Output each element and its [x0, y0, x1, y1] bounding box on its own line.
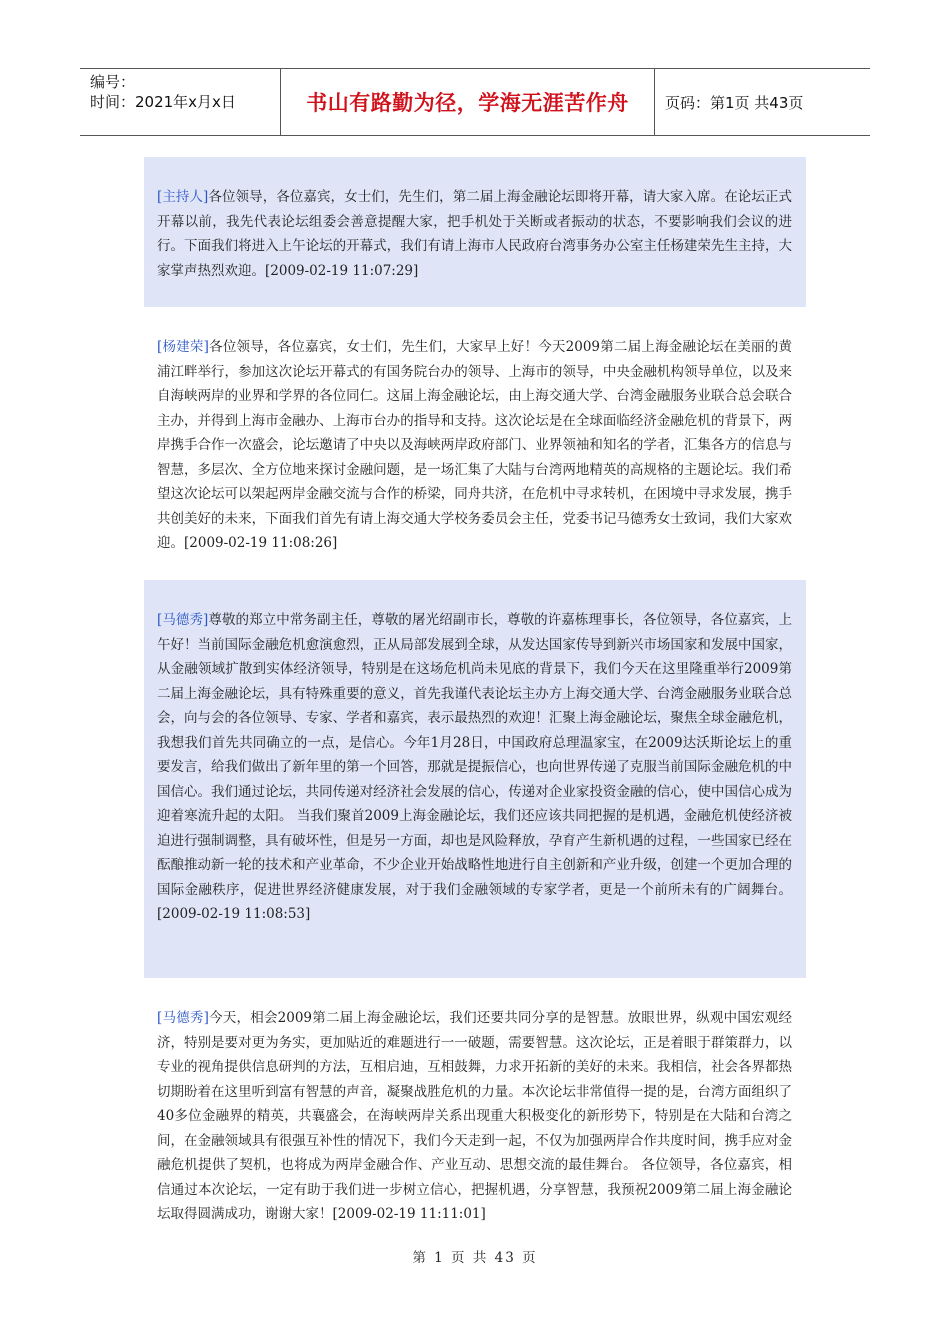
speaker-name: [主持人] [157, 189, 209, 205]
header-meta [80, 69, 281, 135]
transcript-block-3 [144, 580, 806, 978]
speech-text: 今天，相会2009第二届上海金融论坛，我们还要共同分享的是智慧。放眼世界，纵观中国宏观经济，特别是要对更为务实，更加贴近的难题进行一一破题，需要智慧。这次论坛，正是着眼于群策群力，以专业的视角提供信息研判的方法，互相启迪，互相鼓舞，力求开拓新的美好的未来。我相信，社会各界都热切期盼着在这里听到富有智慧的声音，凝聚战胜危机的力量。本次论坛非常值得一提的是，台湾方面组织了40多位金融界的精英，共襄盛会，在海峡两岸关系出现重大积极变化的新形势下，特别是在大陆和台湾之间，在金融领域具有很强互补性的情况下，我们今天走到一起，不仅为加强两岸合作共度时间，携手应对金融危机提供了契机，也将成为两岸金融合作、产业互动、思想交流的最佳舞台。 各位领导，各位嘉宾，相信通过本次论坛，一定有助于我们进一步树立信心，把握机遇，分享智慧，我预祝2009第二届上海金融论坛取得圆满成功，谢谢大家！[2009-02-19 11:11:01] [157, 1010, 792, 1222]
transcript-block-2 [144, 307, 806, 580]
page-header [80, 68, 870, 136]
speech-text: 各位领导，各位嘉宾，女士们，先生们，大家早上好！今天2009第二届上海金融论坛在美丽的黄浦江畔举行，参加这次论坛开幕式的有国务院台办的领导、上海市的领导，中央金融机构领导单位，以及来自海峡两岸的业界和学界的各位同仁。这届上海金融论坛，由上海交通大学、台湾金融服务业联合总会联合主办，并得到上海市金融办、上海市台办的指导和支持。这次论坛是在全球面临经济金融危机的背景下，两岸携手合作一次盛会，论坛邀请了中央以及海峡两岸政府部门、业界领袖和知名的学者，汇集各方的信息与智慧，多层次、全方位地来探讨金融问题，是一场汇集了大陆与台湾两地精英的高规格的主题论坛。我们希望这次论坛可以架起两岸金融交流与合作的桥梁，同舟共济，在危机中寻求转机，在困境中寻求发展，携手共创美好的未来，下面我们首先有请上海交通大学校务委员会主任，党委书记马德秀女士致词，我们大家欢迎。[2009-02-19 11:08:26] [157, 339, 792, 551]
speaker-name: [马德秀] [157, 1010, 209, 1026]
doc-time-label: 时间：2021年x月x日 [90, 93, 236, 111]
speaker-name: [杨建荣] [157, 339, 209, 355]
speaker-name: [马德秀] [157, 612, 209, 628]
speech-text: 各位领导，各位嘉宾，女士们，先生们，第二届上海金融论坛即将开幕，请大家入席。在论坛正式开幕以前，我先代表论坛组委会善意提醒大家，把手机处于关断或者振动的状态，不要影响我们会议的进行。下面我们将进入上午论坛的开幕式，我们有请上海市人民政府台湾事务办公室主任杨建荣先生主持，大家掌声热烈欢迎。[2009-02-19 11:07:29] [157, 189, 792, 279]
transcript-block-1 [144, 157, 806, 307]
page-footer: 第 1 页 共 43 页 [412, 1250, 538, 1266]
header-motto: 书山有路勤为径，学海无涯苦作舟 [281, 69, 655, 135]
header-page-label: 页码：第1页 共43页 [665, 93, 804, 112]
doc-number-label: 编号： [90, 73, 136, 91]
speech-text: 尊敬的郑立中常务副主任，尊敬的屠光绍副市长，尊敬的许嘉栋理事长，各位领导，各位嘉宾，上午好！当前国际金融危机愈演愈烈，正从局部发展到全球，从发达国家传导到新兴市场国家和发展中国家，从金融领域扩散到实体经济领导，特别是在这场危机尚未见底的背景下，我们今天在这里隆重举行2009第二届上海金融论坛，具有特殊重要的意义，首先我谨代表论坛主办方上海交通大学、台湾金融服务业联合总会，向与会的各位领导、专家、学者和嘉宾，表示最热烈的欢迎！汇聚上海金融论坛，聚焦全球金融危机，我想我们首先共同确立的一点，是信心。今年1月28日，中国政府总理温家宝，在2009达沃斯论坛上的重要发言，给我们做出了新年里的第一个回答，那就是提振信心，也向世界传递了克服当前国际金融危机的中国信心。我们通过论坛，共同传递对经济社会发展的信心，传递对企业家投资金融的信心，使中国信心成为迎着寒流升起的太阳。 当我们聚首2009上海金融论坛，我们还应该共同把握的是机遇，金融危机使经济被迫进行强制调整，具有破坏性，但是另一方面，却也是风险释放，孕育产生新机遇的过程，一些国家已经在酝酿推动新一轮的技术和产业革命，不少企业开始战略性地进行自主创新和产业升级，创建一个更加合理的国际金融秩序，促进世界经济健康发展，对于我们金融领域的专家学者，更是一个前所未有的广阔舞台。[2009-02-19 11:08:53] [157, 612, 792, 922]
transcript-block-4 [144, 978, 806, 1236]
